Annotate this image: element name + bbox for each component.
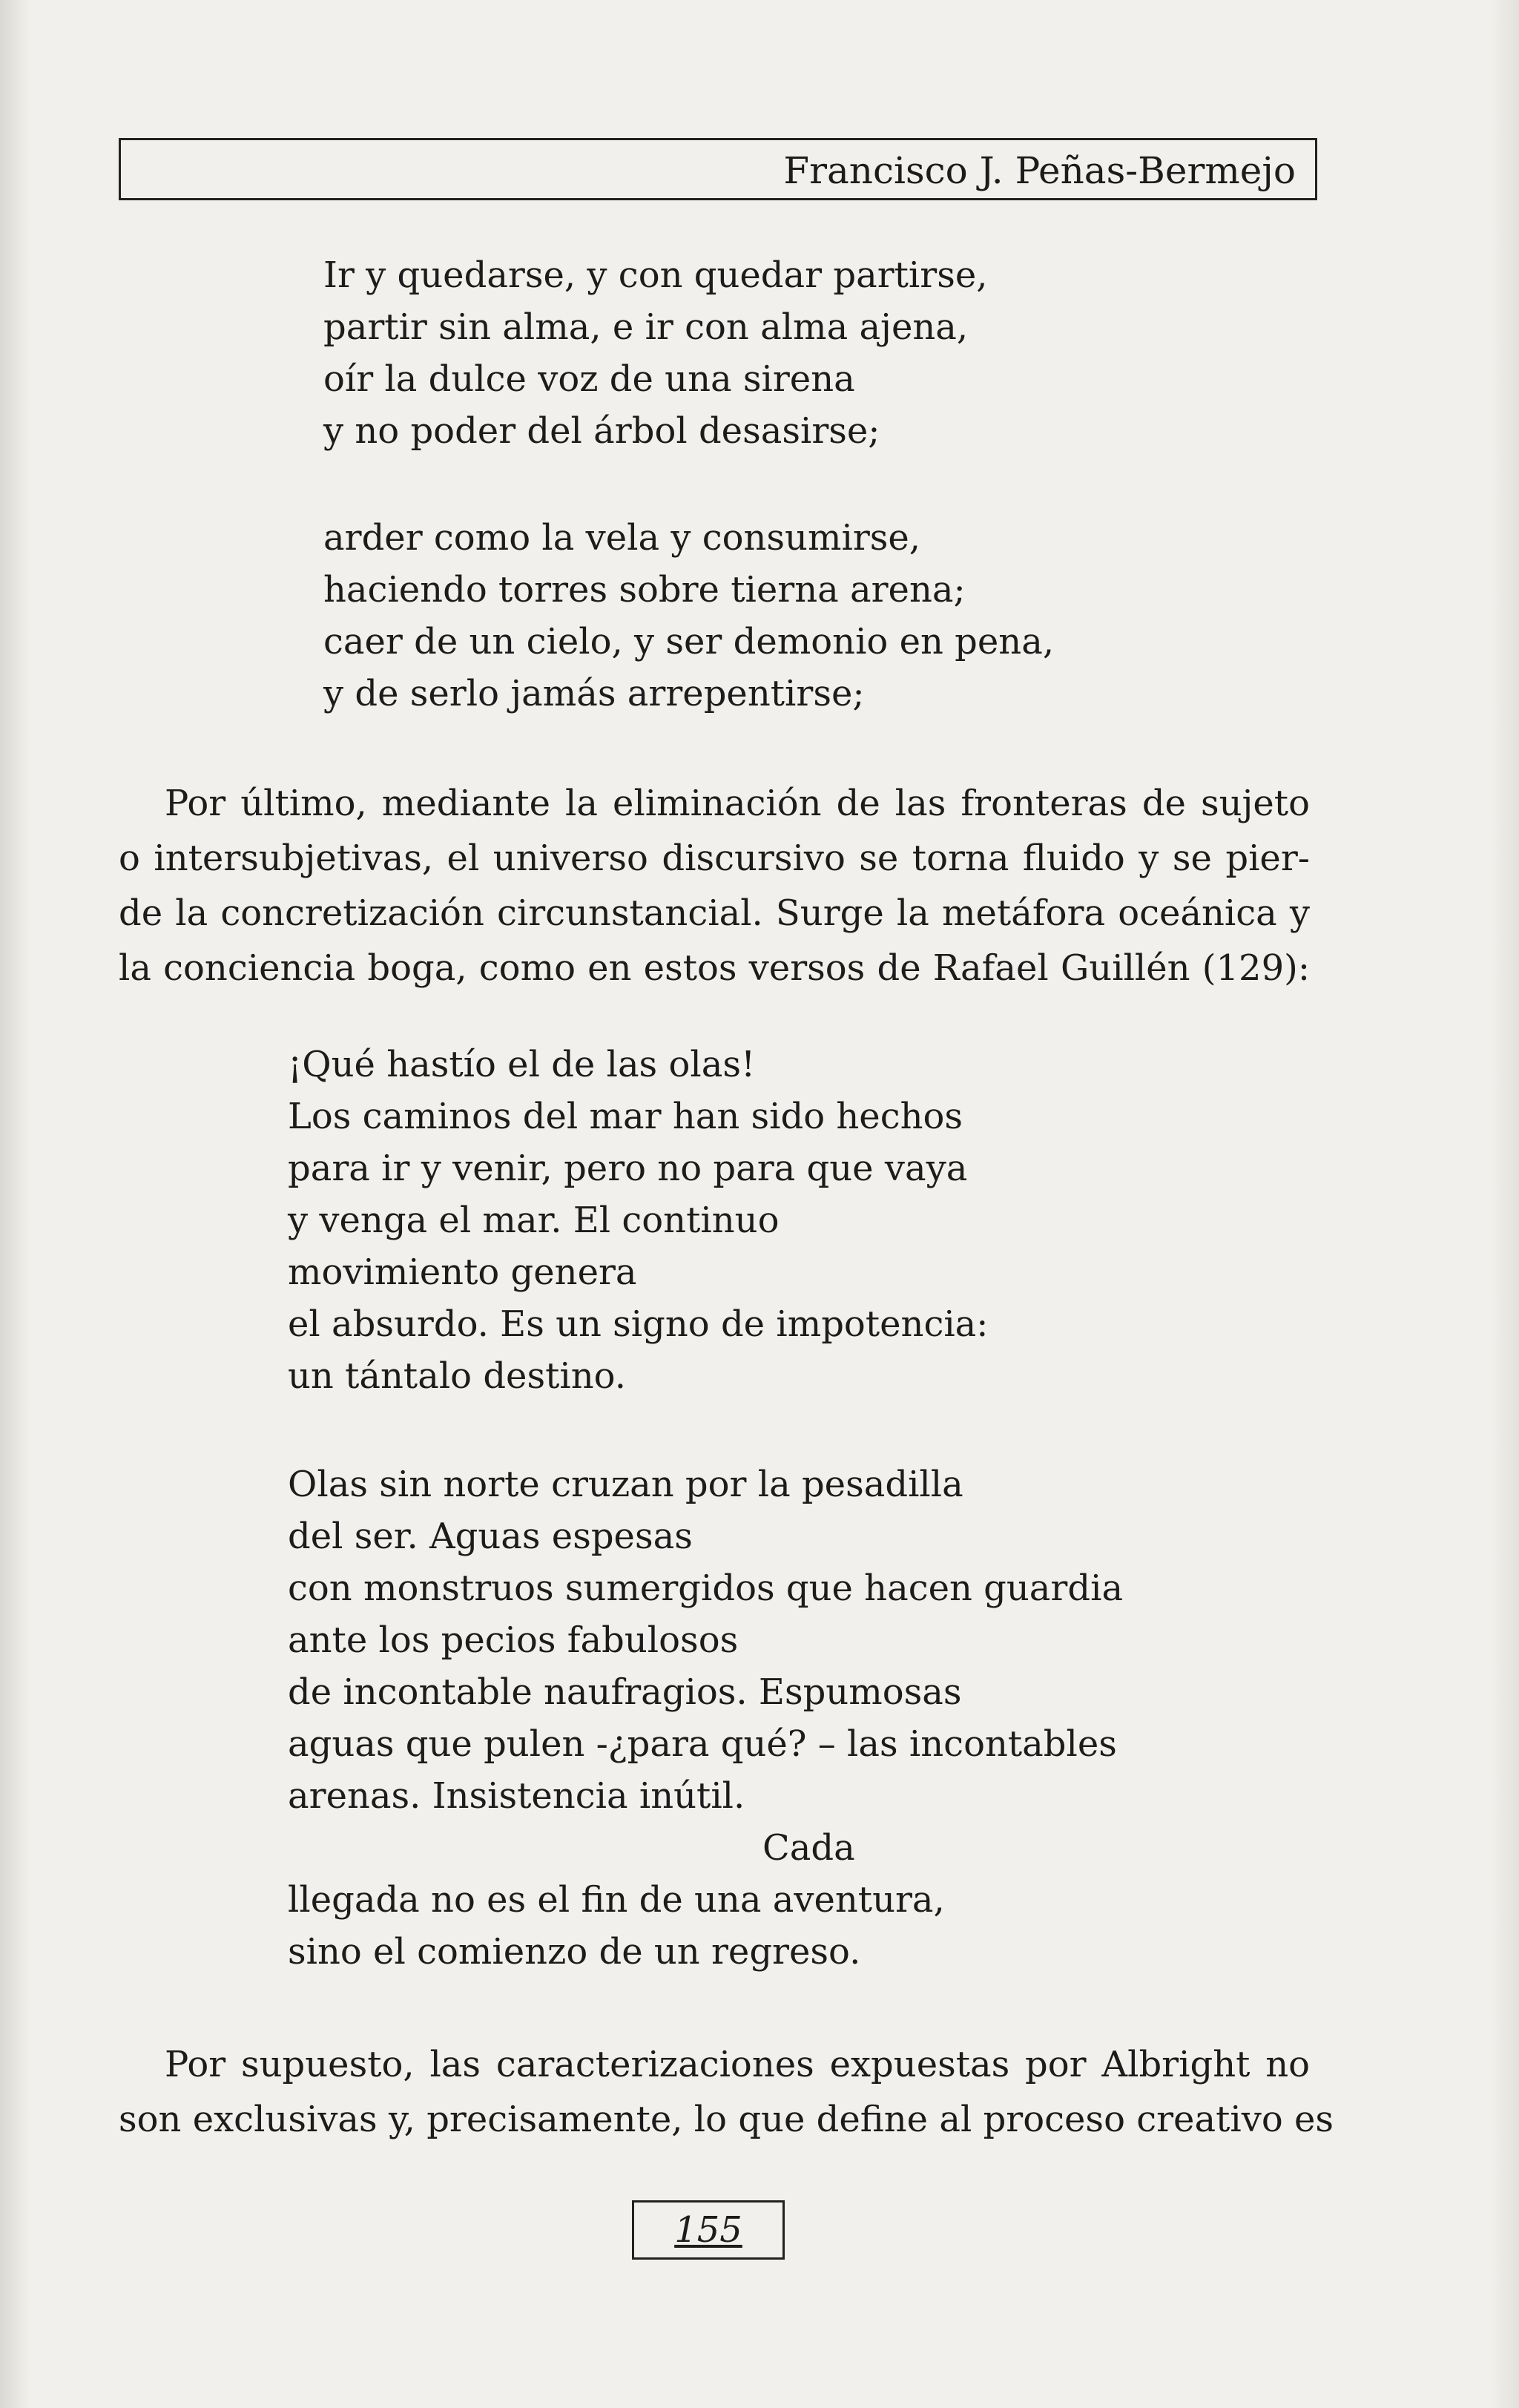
verse-line: arder como la vela y consumirse, (323, 517, 921, 559)
verse-line: haciendo torres sobre tierna arena; (323, 569, 966, 611)
running-header (119, 138, 1317, 200)
verse-line: y de serlo jamás arrepentirse; (323, 673, 865, 714)
body-paragraph-1 (119, 776, 1310, 996)
verse-line: de incontable naufragios. Espumosas (288, 1671, 962, 1713)
verse-line: del ser. Aguas espesas (288, 1516, 693, 1557)
body-paragraph-2 (119, 2037, 1334, 2147)
verse-line: sino el comienzo de un regreso. (288, 1931, 861, 1973)
verse-line: llegada no es el fin de una aventura, (288, 1879, 945, 1921)
poem-stanza-2 (288, 1458, 1123, 1978)
verse-line: partir sin alma, e ir con alma ajena, (323, 306, 969, 348)
paragraph-line: Por último, mediante la eliminación de las fronteras de sujeto (165, 783, 1310, 824)
verse-line-indented: Cada (762, 1827, 855, 1869)
verse-line: para ir y venir, pero no para que vaya (288, 1148, 968, 1189)
verse-line: Ir y quedarse, y con quedar partirse, (323, 254, 988, 296)
verse-line: arenas. Insistencia inútil. (288, 1775, 745, 1817)
verse-line: caer de un cielo, y ser demonio en pena, (323, 621, 1055, 662)
verse-line: y venga el mar. El continuo (288, 1200, 780, 1241)
sonnet-quatrain-2 (323, 512, 1054, 720)
page-number: 155 (674, 2209, 742, 2251)
poem-stanza-1 (288, 1039, 988, 1402)
page-edge-shadow-left (0, 0, 30, 2408)
verse-line: ante los pecios fabulosos (288, 1619, 739, 1661)
verse-line: Los caminos del mar han sido hechos (288, 1096, 963, 1137)
verse-line: y no poder del árbol desasirse; (323, 410, 880, 452)
page-edge-shadow-right (1489, 0, 1519, 2408)
sonnet-quatrain-1 (323, 249, 988, 457)
verse-line: Olas sin norte cruzan por la pesadilla (288, 1464, 963, 1505)
verse-line: movimiento genera (288, 1251, 637, 1293)
paragraph-line: la conciencia boga, como en estos versos de Rafael Guillén (129): (119, 947, 1310, 989)
paragraph-line: de la concretización circunstancial. Surge la metáfora oceánica y (119, 892, 1310, 934)
header-author: Francisco J. Peñas-Bermejo (783, 149, 1296, 192)
verse-line: un tántalo destino. (288, 1355, 626, 1397)
page-number-box (632, 2200, 785, 2260)
verse-line: aguas que pulen -¿para qué? – las incontables (288, 1723, 1117, 1765)
verse-line: ¡Qué hastío el de las olas! (288, 1044, 756, 1085)
verse-line: el absurdo. Es un signo de impotencia: (288, 1303, 989, 1345)
verse-line: con monstruos sumergidos que hacen guardia (288, 1567, 1124, 1609)
paragraph-line: o intersubjetivas, el universo discursivo se torna fluido y se pier- (119, 838, 1310, 879)
paragraph-line: son exclusivas y, precisamente, lo que define al proceso creativo es (119, 2099, 1334, 2140)
paragraph-line: Por supuesto, las caracterizaciones expuestas por Albright no (165, 2044, 1310, 2085)
verse-line: oír la dulce voz de una sirena (323, 358, 855, 400)
